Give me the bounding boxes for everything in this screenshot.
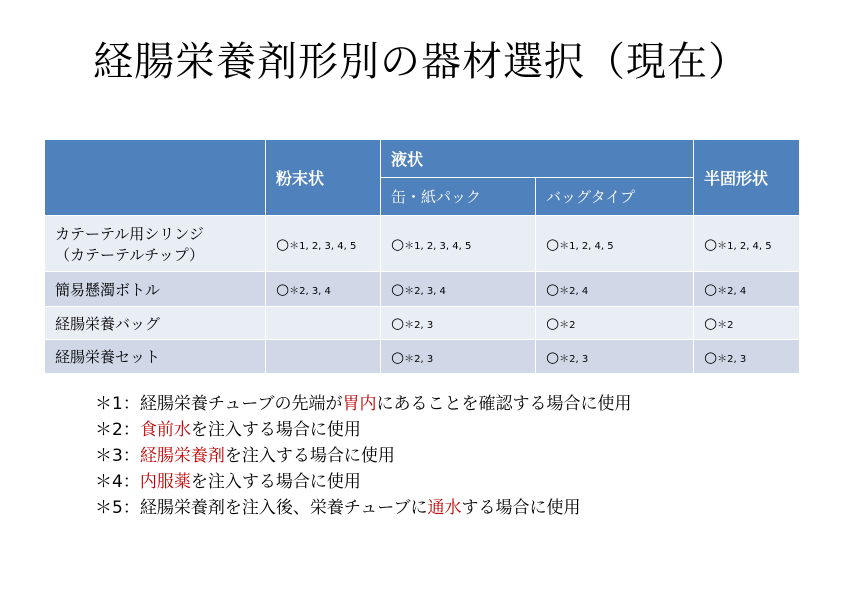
circle-mark: ○: [276, 280, 290, 298]
table-cell: [536, 272, 694, 307]
table-cell: [694, 216, 800, 272]
page-title: 経腸栄養剤形別の器材選択（現在）: [93, 39, 749, 85]
row-label: [45, 216, 266, 272]
footnote-emphasis: 食前水: [139, 420, 191, 440]
table-row: [45, 340, 800, 374]
footnote-emphasis: 経腸栄養剤: [139, 446, 225, 466]
table-cell: [536, 307, 694, 340]
circle-mark: ○: [391, 347, 405, 366]
table-row: [45, 272, 800, 307]
circle-mark: ○: [546, 347, 560, 366]
table-cell: [381, 216, 536, 272]
row-label: [45, 307, 266, 340]
footnote: [95, 417, 631, 443]
footnote-text: を注入する場合に使用: [190, 472, 361, 492]
footnote: [95, 391, 631, 417]
circle-mark: ○: [391, 234, 405, 253]
cell-note: ＊1, 2, 3, 4, 5: [289, 240, 357, 252]
footnote-text: ＊1：経腸栄養チューブの先端が: [95, 394, 343, 414]
table-cell: [694, 340, 800, 374]
row-label-line: 経腸栄養バッグ: [55, 314, 161, 333]
table-cell: [381, 340, 536, 374]
row-label-line: カテーテル用シリンジ: [55, 224, 204, 243]
cell-note: ＊2: [559, 320, 576, 331]
footnotes: [95, 391, 631, 521]
circle-mark: ○: [391, 314, 405, 332]
circle-mark: ○: [704, 314, 718, 332]
circle-mark: ○: [276, 234, 290, 253]
row-label-line: 簡易懸濁ボトル: [55, 280, 161, 299]
row-label-line: 経腸栄養セット: [55, 348, 161, 366]
table-cell: [536, 216, 694, 272]
table-cell: [694, 307, 800, 340]
header-bag-type: バッグタイプ: [536, 178, 694, 216]
cell-note: ＊2, 3: [559, 353, 589, 365]
equipment-table: [44, 139, 800, 374]
header-powder: 粉末状: [266, 140, 381, 216]
table-cell: [536, 340, 694, 374]
table-row: [45, 307, 800, 340]
cell-note: ＊2, 3: [717, 353, 747, 365]
row-label-line: （カテーテルチップ）: [55, 245, 204, 264]
cell-note: ＊2, 3: [404, 353, 434, 365]
table-cell: [381, 272, 536, 307]
cell-note: ＊2, 4: [717, 286, 747, 297]
cell-note: ＊2: [717, 320, 734, 331]
header-semi-solid: 半固形状: [694, 140, 800, 216]
row-label: [45, 272, 266, 307]
footnote: [95, 469, 631, 495]
circle-mark: ○: [704, 347, 718, 366]
footnote-text: を注入する場合に使用: [224, 446, 395, 466]
footnote-text: ＊3：: [95, 446, 140, 466]
circle-mark: ○: [704, 280, 718, 298]
row-label: [45, 340, 266, 374]
footnote-text: を注入する場合に使用: [190, 420, 361, 440]
cell-note: ＊2, 3: [404, 320, 434, 331]
cell-note: ＊1, 2, 3, 4, 5: [404, 240, 472, 252]
footnote: [95, 443, 631, 469]
footnote-text: ＊5：経腸栄養剤を注入後、栄養チューブに: [95, 498, 428, 518]
footnote-text: ＊4：: [95, 472, 140, 492]
cell-note: ＊1, 2, 4, 5: [559, 240, 614, 252]
table-cell: [266, 307, 381, 340]
table-cell: [266, 340, 381, 374]
table-cell: [266, 216, 381, 272]
footnote-emphasis: 通水: [427, 498, 462, 518]
table-cell: [381, 307, 536, 340]
footnote-emphasis: 胃内: [342, 394, 377, 414]
cell-note: ＊2, 3, 4: [404, 286, 446, 297]
circle-mark: ○: [546, 234, 560, 253]
header-liquid: 液状: [381, 140, 694, 178]
circle-mark: ○: [391, 280, 405, 298]
circle-mark: ○: [704, 234, 718, 253]
cell-note: ＊2, 3, 4: [289, 286, 331, 297]
table-cell: [266, 272, 381, 307]
circle-mark: ○: [546, 280, 560, 298]
header-empty: [45, 140, 266, 216]
cell-note: ＊2, 4: [559, 286, 589, 297]
footnote-text: ＊2：: [95, 420, 140, 440]
footnote-emphasis: 内服薬: [139, 472, 191, 492]
footnote: [95, 495, 631, 521]
table-cell: [694, 272, 800, 307]
circle-mark: ○: [546, 314, 560, 332]
footnote-text: にあることを確認する場合に使用: [376, 394, 632, 414]
header-can-paper: 缶・紙パック: [381, 178, 536, 216]
table-row: [45, 216, 800, 272]
footnote-text: する場合に使用: [461, 498, 581, 518]
cell-note: ＊1, 2, 4, 5: [717, 240, 772, 252]
